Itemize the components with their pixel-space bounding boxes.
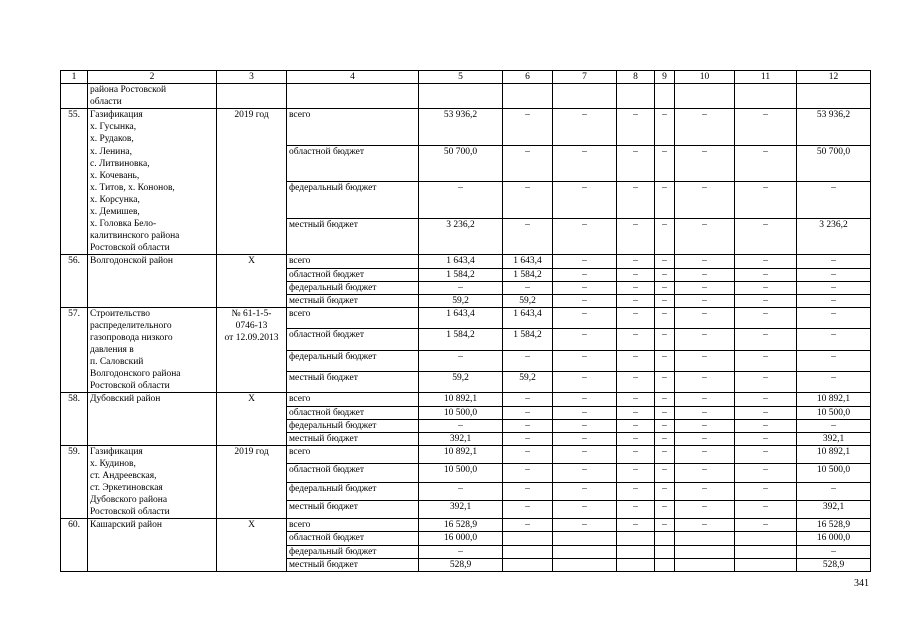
value-col-5: –: [419, 482, 503, 500]
value-col-6: [503, 545, 553, 558]
funding-source-label: федеральный бюджет: [287, 482, 419, 500]
value-col-8: –: [617, 218, 655, 255]
entry-name: Газификация х. Гусынка, х. Рудаков, х. Ленина, с. Литвиновка, х. Кочевань, х. Титов, х. Кононов, х. Корсунка, х. Демишев, х. Головка Бело- калитвинского района Ростовской области: [88, 109, 217, 255]
value-col-12: –: [797, 350, 871, 371]
value-col-6: –: [503, 445, 553, 463]
value-col-5: 50 700,0: [419, 145, 503, 182]
value-col-9: –: [655, 307, 675, 328]
value-col-6: [503, 532, 553, 545]
value-col-5: 392,1: [419, 432, 503, 445]
funding-source-label: федеральный бюджет: [287, 419, 419, 432]
value-col-5: 10 892,1: [419, 393, 503, 406]
value-col-7: –: [553, 255, 617, 268]
value-col-8: –: [617, 445, 655, 463]
value-col-10: –: [675, 350, 735, 371]
cell-col-12: [797, 84, 871, 109]
value-col-7: –: [553, 519, 617, 532]
funding-source-label: всего: [287, 255, 419, 268]
entry-name: Дубовский район: [88, 393, 217, 445]
value-col-12: –: [797, 329, 871, 350]
value-col-12: 50 700,0: [797, 145, 871, 182]
value-col-8: –: [617, 109, 655, 146]
funding-source-label: всего: [287, 109, 419, 146]
funding-source-label: всего: [287, 519, 419, 532]
value-col-9: –: [655, 268, 675, 281]
value-col-10: –: [675, 464, 735, 482]
funding-source-label: областной бюджет: [287, 464, 419, 482]
value-col-5: –: [419, 545, 503, 558]
table-row: [61, 307, 871, 328]
column-header-10: 10: [675, 71, 735, 84]
entry-name: Кашарский район: [88, 519, 217, 571]
value-col-9: –: [655, 109, 675, 146]
entry-basis: Х: [217, 255, 287, 307]
value-col-7: –: [553, 109, 617, 146]
value-col-9: –: [655, 482, 675, 500]
value-col-12: –: [797, 281, 871, 294]
value-col-12: 392,1: [797, 500, 871, 518]
value-col-11: –: [735, 294, 797, 307]
column-header-9: 9: [655, 71, 675, 84]
value-col-8: –: [617, 307, 655, 328]
value-col-8: [617, 558, 655, 571]
value-col-10: –: [675, 307, 735, 328]
value-col-11: [735, 545, 797, 558]
value-col-5: 392,1: [419, 500, 503, 518]
value-col-6: 59,2: [503, 294, 553, 307]
cell-col-8: [617, 84, 655, 109]
value-col-10: –: [675, 406, 735, 419]
value-col-6: 1 584,2: [503, 268, 553, 281]
column-header-2: 2: [88, 71, 217, 84]
value-col-12: 10 500,0: [797, 464, 871, 482]
value-col-10: –: [675, 145, 735, 182]
value-col-8: –: [617, 482, 655, 500]
value-col-9: –: [655, 281, 675, 294]
value-col-8: –: [617, 294, 655, 307]
value-col-7: –: [553, 406, 617, 419]
value-col-6: –: [503, 182, 553, 219]
value-col-11: –: [735, 268, 797, 281]
value-col-7: –: [553, 419, 617, 432]
value-col-6: –: [503, 482, 553, 500]
value-col-6: –: [503, 393, 553, 406]
table-row: [61, 393, 871, 406]
column-header-7: 7: [553, 71, 617, 84]
entry-name: Газификация х. Кудинов, ст. Андреевская, ст. Эркетиновская Дубовского района Ростовской области: [88, 445, 217, 519]
funding-source-label: всего: [287, 307, 419, 328]
value-col-10: –: [675, 445, 735, 463]
entry-number: 56.: [61, 255, 88, 307]
entry-number: 60.: [61, 519, 88, 571]
value-col-8: –: [617, 329, 655, 350]
entry-number: 55.: [61, 109, 88, 255]
funding-source-label: областной бюджет: [287, 268, 419, 281]
value-col-11: –: [735, 500, 797, 518]
value-col-9: –: [655, 350, 675, 371]
value-col-12: 53 936,2: [797, 109, 871, 146]
value-col-5: 59,2: [419, 372, 503, 393]
value-col-12: 528,9: [797, 558, 871, 571]
value-col-8: –: [617, 182, 655, 219]
value-col-9: –: [655, 393, 675, 406]
value-col-6: –: [503, 109, 553, 146]
entry-name: Волгодонской район: [88, 255, 217, 307]
funding-source-label: федеральный бюджет: [287, 281, 419, 294]
entry-name: Строительство распределительного газопровода низкого давления в п. Саловский Волгодонского района Ростовской области: [88, 307, 217, 393]
value-col-7: –: [553, 218, 617, 255]
value-col-7: –: [553, 329, 617, 350]
cell-col-6: [503, 84, 553, 109]
value-col-11: –: [735, 329, 797, 350]
value-col-7: –: [553, 182, 617, 219]
value-col-12: 10 892,1: [797, 445, 871, 463]
value-col-10: [675, 532, 735, 545]
value-col-11: –: [735, 307, 797, 328]
value-col-8: –: [617, 432, 655, 445]
value-col-12: –: [797, 255, 871, 268]
value-col-7: [553, 558, 617, 571]
value-col-11: –: [735, 482, 797, 500]
funding-source-label: областной бюджет: [287, 145, 419, 182]
value-col-9: –: [655, 406, 675, 419]
value-col-6: –: [503, 350, 553, 371]
value-col-6: 1 584,2: [503, 329, 553, 350]
value-col-9: –: [655, 182, 675, 219]
cell-col-7: [553, 84, 617, 109]
column-header-12: 12: [797, 71, 871, 84]
table-row: [61, 109, 871, 146]
table-row: [61, 445, 871, 463]
funding-source-label: областной бюджет: [287, 406, 419, 419]
value-col-10: –: [675, 519, 735, 532]
value-col-7: –: [553, 281, 617, 294]
value-col-7: –: [553, 145, 617, 182]
value-col-10: [675, 545, 735, 558]
value-col-5: 1 643,4: [419, 255, 503, 268]
column-header-6: 6: [503, 71, 553, 84]
value-col-11: –: [735, 406, 797, 419]
value-col-10: –: [675, 268, 735, 281]
value-col-10: –: [675, 419, 735, 432]
column-header-4: 4: [287, 71, 419, 84]
value-col-5: 53 936,2: [419, 109, 503, 146]
cell-col-10: [675, 84, 735, 109]
value-col-5: 59,2: [419, 294, 503, 307]
entry-basis: № 61-1-5- 0746-13 от 12.09.2013: [217, 307, 287, 393]
entry-basis: Х: [217, 393, 287, 445]
value-col-12: –: [797, 268, 871, 281]
cell-col-5: [419, 84, 503, 109]
funding-source-label: местный бюджет: [287, 558, 419, 571]
value-col-8: –: [617, 406, 655, 419]
value-col-7: –: [553, 393, 617, 406]
value-col-6: –: [503, 464, 553, 482]
page-number: 341: [854, 578, 869, 589]
value-col-6: [503, 558, 553, 571]
value-col-10: –: [675, 182, 735, 219]
entry-basis: Х: [217, 519, 287, 571]
value-col-8: –: [617, 393, 655, 406]
value-col-12: –: [797, 372, 871, 393]
cell-col-4: [287, 84, 419, 109]
value-col-11: –: [735, 445, 797, 463]
continuation-row: [61, 84, 871, 109]
value-col-9: –: [655, 445, 675, 463]
value-col-5: 10 500,0: [419, 406, 503, 419]
value-col-11: –: [735, 372, 797, 393]
value-col-7: [553, 545, 617, 558]
value-col-7: –: [553, 294, 617, 307]
value-col-7: –: [553, 307, 617, 328]
funding-source-label: местный бюджет: [287, 372, 419, 393]
funding-source-label: федеральный бюджет: [287, 545, 419, 558]
value-col-5: 16 528,9: [419, 519, 503, 532]
cell-col-3: [217, 84, 287, 109]
value-col-10: –: [675, 109, 735, 146]
value-col-8: –: [617, 372, 655, 393]
table-row: [61, 519, 871, 532]
value-col-11: –: [735, 519, 797, 532]
value-col-11: –: [735, 109, 797, 146]
value-col-9: –: [655, 294, 675, 307]
value-col-10: [675, 558, 735, 571]
cell-col-9: [655, 84, 675, 109]
value-col-9: –: [655, 519, 675, 532]
value-col-11: –: [735, 419, 797, 432]
value-col-9: –: [655, 500, 675, 518]
value-col-7: –: [553, 432, 617, 445]
value-col-11: –: [735, 393, 797, 406]
value-col-11: –: [735, 218, 797, 255]
entry-basis: 2019 год: [217, 445, 287, 519]
cell-col-11: [735, 84, 797, 109]
value-col-9: –: [655, 419, 675, 432]
value-col-9: –: [655, 372, 675, 393]
value-col-5: 1 643,4: [419, 307, 503, 328]
value-col-5: 10 500,0: [419, 464, 503, 482]
value-col-8: –: [617, 255, 655, 268]
entry-name: района Ростовской области: [88, 84, 217, 109]
funding-source-label: местный бюджет: [287, 432, 419, 445]
value-col-5: 3 236,2: [419, 218, 503, 255]
value-col-6: –: [503, 281, 553, 294]
value-col-6: –: [503, 500, 553, 518]
funding-source-label: местный бюджет: [287, 500, 419, 518]
budget-table: [60, 70, 871, 572]
value-col-12: 10 892,1: [797, 393, 871, 406]
value-col-7: –: [553, 372, 617, 393]
value-col-5: –: [419, 419, 503, 432]
value-col-8: [617, 545, 655, 558]
value-col-6: –: [503, 419, 553, 432]
value-col-10: –: [675, 500, 735, 518]
value-col-12: –: [797, 307, 871, 328]
value-col-6: 1 643,4: [503, 307, 553, 328]
value-col-9: [655, 545, 675, 558]
value-col-9: –: [655, 432, 675, 445]
value-col-11: –: [735, 145, 797, 182]
value-col-5: 1 584,2: [419, 268, 503, 281]
funding-source-label: местный бюджет: [287, 218, 419, 255]
value-col-8: –: [617, 519, 655, 532]
value-col-8: –: [617, 281, 655, 294]
value-col-12: 16 528,9: [797, 519, 871, 532]
value-col-7: –: [553, 464, 617, 482]
value-col-9: [655, 558, 675, 571]
value-col-5: –: [419, 182, 503, 219]
value-col-11: –: [735, 182, 797, 219]
value-col-5: 10 892,1: [419, 445, 503, 463]
value-col-7: –: [553, 350, 617, 371]
value-col-8: –: [617, 268, 655, 281]
value-col-12: 392,1: [797, 432, 871, 445]
value-col-12: 10 500,0: [797, 406, 871, 419]
value-col-7: –: [553, 268, 617, 281]
value-col-5: –: [419, 350, 503, 371]
value-col-12: –: [797, 545, 871, 558]
value-col-10: –: [675, 329, 735, 350]
funding-source-label: областной бюджет: [287, 532, 419, 545]
value-col-10: –: [675, 393, 735, 406]
value-col-11: –: [735, 255, 797, 268]
value-col-11: [735, 532, 797, 545]
table-row: [61, 255, 871, 268]
value-col-10: –: [675, 372, 735, 393]
value-col-9: –: [655, 255, 675, 268]
value-col-8: –: [617, 145, 655, 182]
value-col-12: –: [797, 182, 871, 219]
value-col-12: –: [797, 294, 871, 307]
value-col-8: –: [617, 419, 655, 432]
value-col-10: –: [675, 255, 735, 268]
value-col-6: –: [503, 432, 553, 445]
value-col-7: –: [553, 445, 617, 463]
value-col-6: –: [503, 218, 553, 255]
entry-number: 58.: [61, 393, 88, 445]
funding-source-label: всего: [287, 445, 419, 463]
value-col-6: –: [503, 145, 553, 182]
entry-number: 59.: [61, 445, 88, 519]
value-col-10: –: [675, 281, 735, 294]
value-col-9: –: [655, 329, 675, 350]
value-col-8: [617, 532, 655, 545]
value-col-5: 528,9: [419, 558, 503, 571]
value-col-6: 59,2: [503, 372, 553, 393]
value-col-6: 1 643,4: [503, 255, 553, 268]
column-header-8: 8: [617, 71, 655, 84]
entry-number: 57.: [61, 307, 88, 393]
value-col-9: –: [655, 218, 675, 255]
value-col-10: –: [675, 482, 735, 500]
value-col-7: –: [553, 500, 617, 518]
value-col-10: –: [675, 218, 735, 255]
value-col-11: [735, 558, 797, 571]
entry-basis: 2019 год: [217, 109, 287, 255]
value-col-10: –: [675, 432, 735, 445]
value-col-5: –: [419, 281, 503, 294]
value-col-12: 16 000,0: [797, 532, 871, 545]
value-col-12: 3 236,2: [797, 218, 871, 255]
funding-source-label: всего: [287, 393, 419, 406]
value-col-12: –: [797, 482, 871, 500]
value-col-9: [655, 532, 675, 545]
entry-number: [61, 84, 88, 109]
funding-source-label: федеральный бюджет: [287, 350, 419, 371]
funding-source-label: областной бюджет: [287, 329, 419, 350]
value-col-7: [553, 532, 617, 545]
column-header-3: 3: [217, 71, 287, 84]
value-col-8: –: [617, 350, 655, 371]
value-col-12: –: [797, 419, 871, 432]
value-col-5: 16 000,0: [419, 532, 503, 545]
value-col-8: –: [617, 464, 655, 482]
value-col-5: 1 584,2: [419, 329, 503, 350]
value-col-9: –: [655, 464, 675, 482]
column-header-1: 1: [61, 71, 88, 84]
value-col-10: –: [675, 294, 735, 307]
funding-source-label: федеральный бюджет: [287, 182, 419, 219]
header-row: [61, 71, 871, 84]
value-col-8: –: [617, 500, 655, 518]
value-col-11: –: [735, 350, 797, 371]
value-col-7: –: [553, 482, 617, 500]
column-header-11: 11: [735, 71, 797, 84]
column-header-5: 5: [419, 71, 503, 84]
value-col-11: –: [735, 432, 797, 445]
value-col-6: –: [503, 519, 553, 532]
funding-source-label: местный бюджет: [287, 294, 419, 307]
value-col-11: –: [735, 281, 797, 294]
value-col-11: –: [735, 464, 797, 482]
value-col-6: –: [503, 406, 553, 419]
value-col-9: –: [655, 145, 675, 182]
